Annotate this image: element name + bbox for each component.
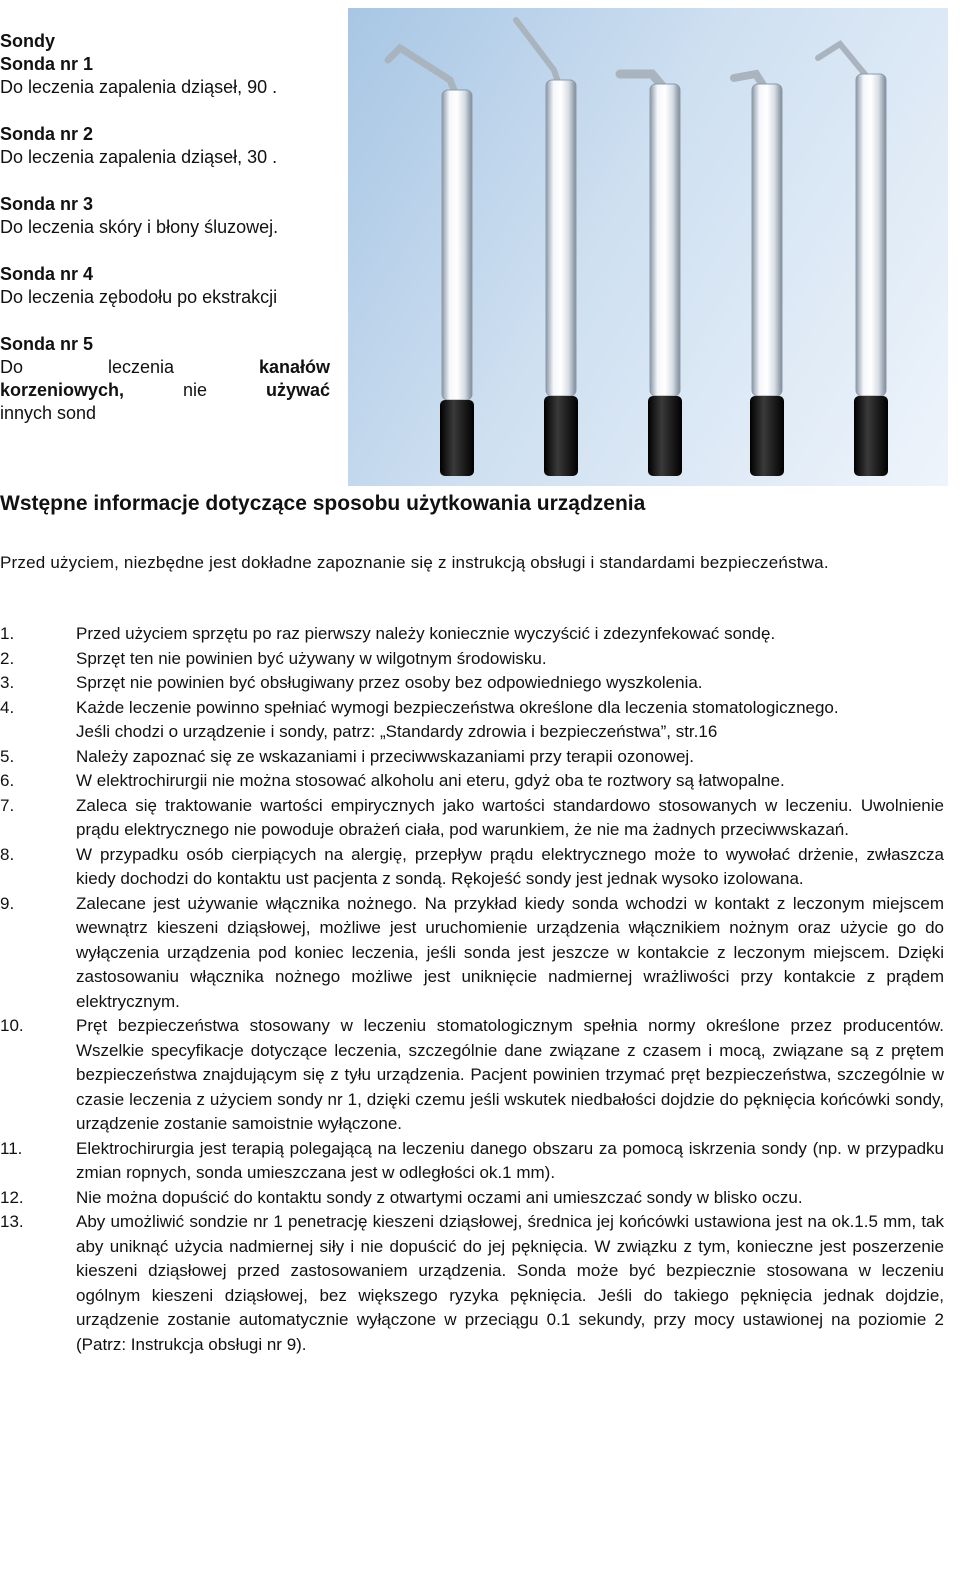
probe-item-2: [0, 123, 330, 169]
list-text-main: Sprzęt nie powinien być obsługiwany przez osoby bez odpowiedniego wyszkolenia.: [76, 673, 703, 692]
list-text: [76, 1014, 944, 1137]
list-item: [0, 696, 944, 745]
list-item: [0, 745, 944, 770]
list-number: 10.: [0, 1016, 24, 1035]
probe-item-3: [0, 193, 330, 239]
list-text: [76, 1137, 944, 1186]
probe-3-icon: [620, 74, 682, 476]
list-text: [76, 745, 944, 770]
list-item: [0, 843, 944, 892]
list-text-main: Zaleca się traktowanie wartości empirycznych jako wartości standardowo stosowanych w leczeniu. Uwolnienie prądu elektrycznego nie powoduje obrażeń ciała, pod warunkiem, że nie ma żadnych przeciwwskazań.: [76, 795, 944, 839]
probe-5-icon: [818, 44, 888, 476]
list-text: [76, 1186, 944, 1211]
list-item: [0, 671, 944, 696]
word: kanałów: [258, 357, 330, 377]
list-number: 11.: [0, 1138, 23, 1158]
list-text-main: Elektrochirurgia jest terapią polegającą na leczeniu danego obszaru za pomocą iskrzenia sondy (np. w przypadku zmian ropnych, sonda umieszczana jest w odległości ok.1 mm).: [76, 1138, 944, 1182]
list-number: 8.: [0, 844, 15, 864]
list-number: 13.: [0, 1212, 24, 1231]
list-text: [76, 892, 944, 1015]
probe-list: [0, 30, 330, 449]
probe-2-icon: [516, 20, 578, 476]
list-text: [76, 671, 944, 696]
list-number: 3.: [0, 673, 15, 692]
probe-description: Do leczenia zapalenia dziąseł, 90 .: [0, 77, 278, 97]
list-text-main: Nie można dopuścić do kontaktu sondy z otwartymi oczami ani umieszczać sondy w blisko oczu.: [76, 1187, 803, 1207]
word: nie: [182, 380, 208, 400]
probe-item-1: [0, 53, 330, 99]
list-text: [76, 843, 944, 892]
list-item: [0, 1186, 944, 1211]
rules-list: [0, 622, 944, 1357]
list-item: [0, 1137, 944, 1186]
list-item: [0, 892, 944, 1015]
list-text-main: Pręt bezpieczeństwa stosowany w leczeniu stomatologicznym spełnia normy określone przez producentów. Wszelkie specyfikacje dotyczące leczenia, szczególnie dane związane z czasem i mocą, związane są z prętem bezpieczeństwa znajdującym się z tyłu urządzenia. Pacjent powinien trzymać pręt bezpieczeństwa, szczególnie w czasie leczenia z użyciem sondy nr 1, dzięki czemu jeśli wskutek niedbałości dojdzie do pęknięcia końcówki sondy, urządzenie zostanie samoistnie wyłączone.: [76, 1016, 944, 1133]
probe-description: Do leczenia zębodołu po ekstrakcji: [0, 287, 278, 307]
list-item: [0, 622, 944, 647]
probe-description-line: [0, 379, 330, 402]
list-number: 7.: [0, 795, 15, 815]
probe-name: Sonda nr 1: [0, 54, 94, 74]
list-number: 4.: [0, 697, 15, 717]
list-item: [0, 1210, 944, 1357]
list-text-main: Każde leczenie powinno spełniać wymogi bezpieczeństwa określone dla leczenia stomatologicznego.: [76, 697, 839, 717]
word: korzeniowych,: [0, 380, 125, 400]
probes-illustration: [348, 8, 948, 486]
page-title: Wstępne informacje dotyczące sposobu użytkowania urządzenia: [0, 492, 646, 515]
word: leczenia: [107, 357, 175, 377]
list-number: 9.: [0, 893, 15, 913]
list-number: 2.: [0, 648, 15, 668]
list-text: [76, 696, 944, 745]
list-text: [76, 1210, 944, 1357]
list-text-main: Aby umożliwić sondzie nr 1 penetrację kieszeni dziąsłowej, średnica jej końcówki ustawiona jest na ok.1.5 mm, tak aby uniknąć użycia nadmiernej siły i nie dopuścić do jej pęknięcia. W związku z tym, konieczne jest poszerzenie kieszeni dziąsłowej przed zastosowaniem urządzenia. Sonda może być bezpiecznie stosowana w leczeniu ogólnym kieszeni dziąsłowej, bez większego ryzyka pęknięcia. Jeśli do takiego pęknięcia jednak dojdzie, urządzenie zostanie automatycznie wyłączone w przeciągu 0.1 sekundy, przy mocy ustawionej na poziomie 2 (Patrz: Instrukcja obsługi nr 9).: [76, 1212, 944, 1354]
list-text: [76, 622, 944, 647]
list-text-note: Jeśli chodzi o urządzenie i sondy, patrz: „Standardy zdrowia i bezpieczeństwa”, str.16: [76, 722, 718, 741]
probes-photo: [348, 8, 948, 486]
probe-description: Do leczenia skóry i błony śluzowej.: [0, 217, 279, 237]
list-item: [0, 794, 944, 843]
probe-description-line: innych sond: [0, 403, 97, 423]
list-text-main: Zalecane jest używanie włącznika nożnego. Na przykład kiedy sonda wchodzi w kontakt z leczonym miejscem wewnątrz kieszeni dziąsłowej, możliwe jest uruchomienie urządzenia włącznikiem nożnym oraz użycie go do wyłączenia urządzenia pod koniec leczenia, jeśli sonda jest jeszcze w kontakcie z leczonym miejscem. Dzięki zastosowaniu włącznika nożnego możliwe jest uniknięcie nadmiernej wrażliwości przy kontakcie z prądem elektrycznym.: [76, 893, 944, 1011]
list-number: 6.: [0, 771, 15, 790]
probe-item-5: [0, 333, 330, 425]
probe-description-line: [0, 356, 330, 379]
list-text-main: W elektrochirurgii nie można stosować alkoholu ani eteru, gdyż oba te roztwory są łatwopalne.: [76, 771, 785, 790]
list-text: [76, 769, 944, 794]
probe-description: Do leczenia zapalenia dziąseł, 30 .: [0, 147, 278, 167]
probe-name: Sonda nr 2: [0, 124, 94, 144]
intro-paragraph: Przed użyciem, niezbędne jest dokładne zapoznanie się z instrukcją obsługi i standardami bezpieczeństwa.: [0, 553, 829, 572]
probes-heading: Sondy: [0, 31, 56, 51]
list-item: [0, 769, 944, 794]
list-number: 12.: [0, 1187, 24, 1207]
list-text-main: W przypadku osób cierpiących na alergię, przepływ prądu elektrycznego może to wywołać drżenie, zwłaszcza kiedy dochodzi do kontaktu ust pacjenta z sondą. Rękojeść sondy jest jednak wysoko izolowana.: [76, 844, 944, 888]
probe-1-icon: [388, 48, 474, 476]
list-item: [0, 647, 944, 672]
list-text-main: Należy zapoznać się ze wskazaniami i przeciwwskazaniami przy terapii ozonowej.: [76, 746, 694, 766]
probe-name: Sonda nr 4: [0, 264, 94, 284]
probe-name: Sonda nr 5: [0, 334, 94, 354]
list-text: [76, 647, 944, 672]
word: używać: [265, 380, 330, 400]
probe-4-icon: [734, 74, 784, 476]
list-item: [0, 1014, 944, 1137]
word: Do: [0, 357, 24, 377]
probe-name: Sonda nr 3: [0, 194, 94, 214]
probe-item-4: [0, 263, 330, 309]
list-number: 1.: [0, 624, 15, 643]
list-number: 5.: [0, 746, 15, 766]
list-text-main: Sprzęt ten nie powinien być używany w wilgotnym środowisku.: [76, 648, 547, 668]
list-text: [76, 794, 944, 843]
list-text-main: Przed użyciem sprzętu po raz pierwszy należy koniecznie wyczyścić i zdezynfekować sondę.: [76, 624, 776, 643]
